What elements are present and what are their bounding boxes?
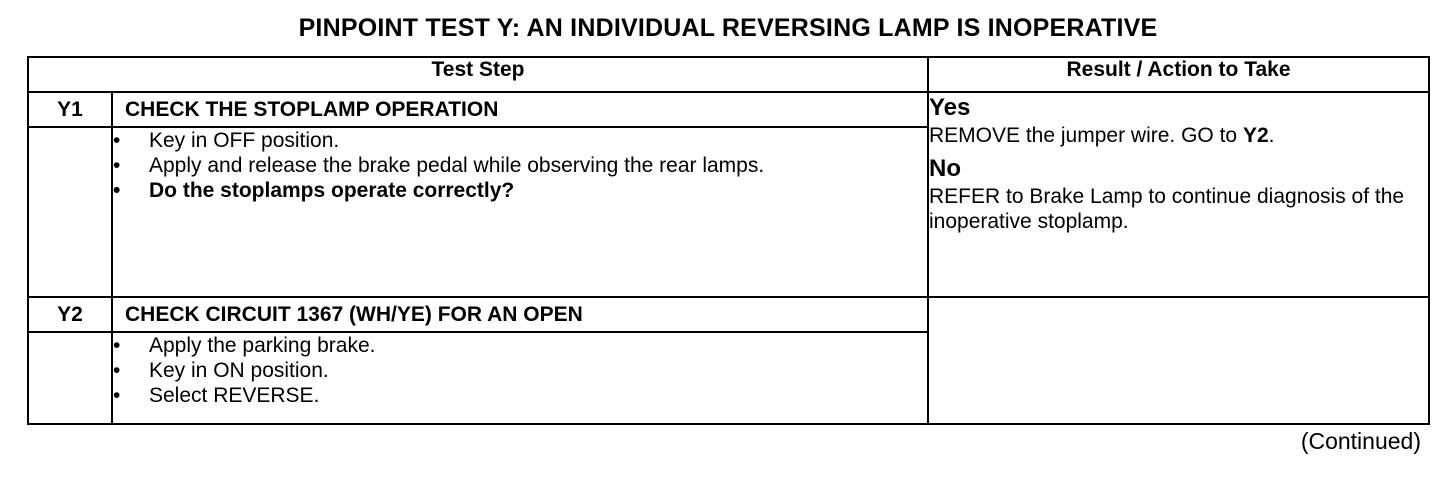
header-result-action: Result / Action to Take — [928, 57, 1429, 92]
list-item: • Key in OFF position. — [113, 128, 927, 153]
pinpoint-test-table — [27, 56, 1430, 425]
step-question: • Do the stoplamps operate correctly? — [113, 178, 927, 203]
result-no-text: REFER to Brake Lamp to continue diagnosis of the inoperative stoplamp. — [929, 185, 1405, 233]
step-name: CHECK CIRCUIT 1367 (WH/YE) FOR AN OPEN — [112, 297, 928, 332]
step-body-y1 — [112, 127, 928, 297]
list-item: • Key in ON position. — [113, 358, 927, 383]
goto-step-link: Y2 — [1242, 124, 1269, 147]
result-yes-label: Yes — [929, 94, 971, 121]
step-bullet-list — [113, 333, 927, 408]
result-yes-text: REMOVE the jumper wire. GO to Y2. — [929, 124, 1275, 147]
step-body-spacer — [28, 127, 112, 297]
header-test-step: Test Step — [28, 57, 928, 92]
result-no-label: No — [929, 155, 961, 182]
step-id: Y2 — [28, 297, 112, 332]
step-id: Y1 — [28, 92, 112, 127]
list-item: • Apply and release the brake pedal while observing the rear lamps. — [113, 153, 927, 178]
list-item: • Apply the parking brake. — [113, 333, 927, 358]
list-item: • Select REVERSE. — [113, 383, 927, 408]
result-cell-y1 — [928, 92, 1429, 297]
step-bullet-list — [113, 128, 927, 203]
result-yes-instruction: REMOVE the jumper wire. GO to — [929, 124, 1243, 147]
step-name: CHECK THE STOPLAMP OPERATION — [112, 92, 928, 127]
page-title: PINPOINT TEST Y: AN INDIVIDUAL REVERSING LAMP IS INOPERATIVE — [298, 14, 1158, 42]
table-header-row — [28, 57, 1429, 92]
continued-note: (Continued) — [1300, 428, 1421, 454]
step-row-y1 — [28, 92, 1429, 127]
result-cell-y2 — [928, 297, 1429, 424]
step-body-y2 — [112, 332, 928, 424]
step-row-y2 — [28, 297, 1429, 332]
step-body-spacer — [28, 332, 112, 424]
